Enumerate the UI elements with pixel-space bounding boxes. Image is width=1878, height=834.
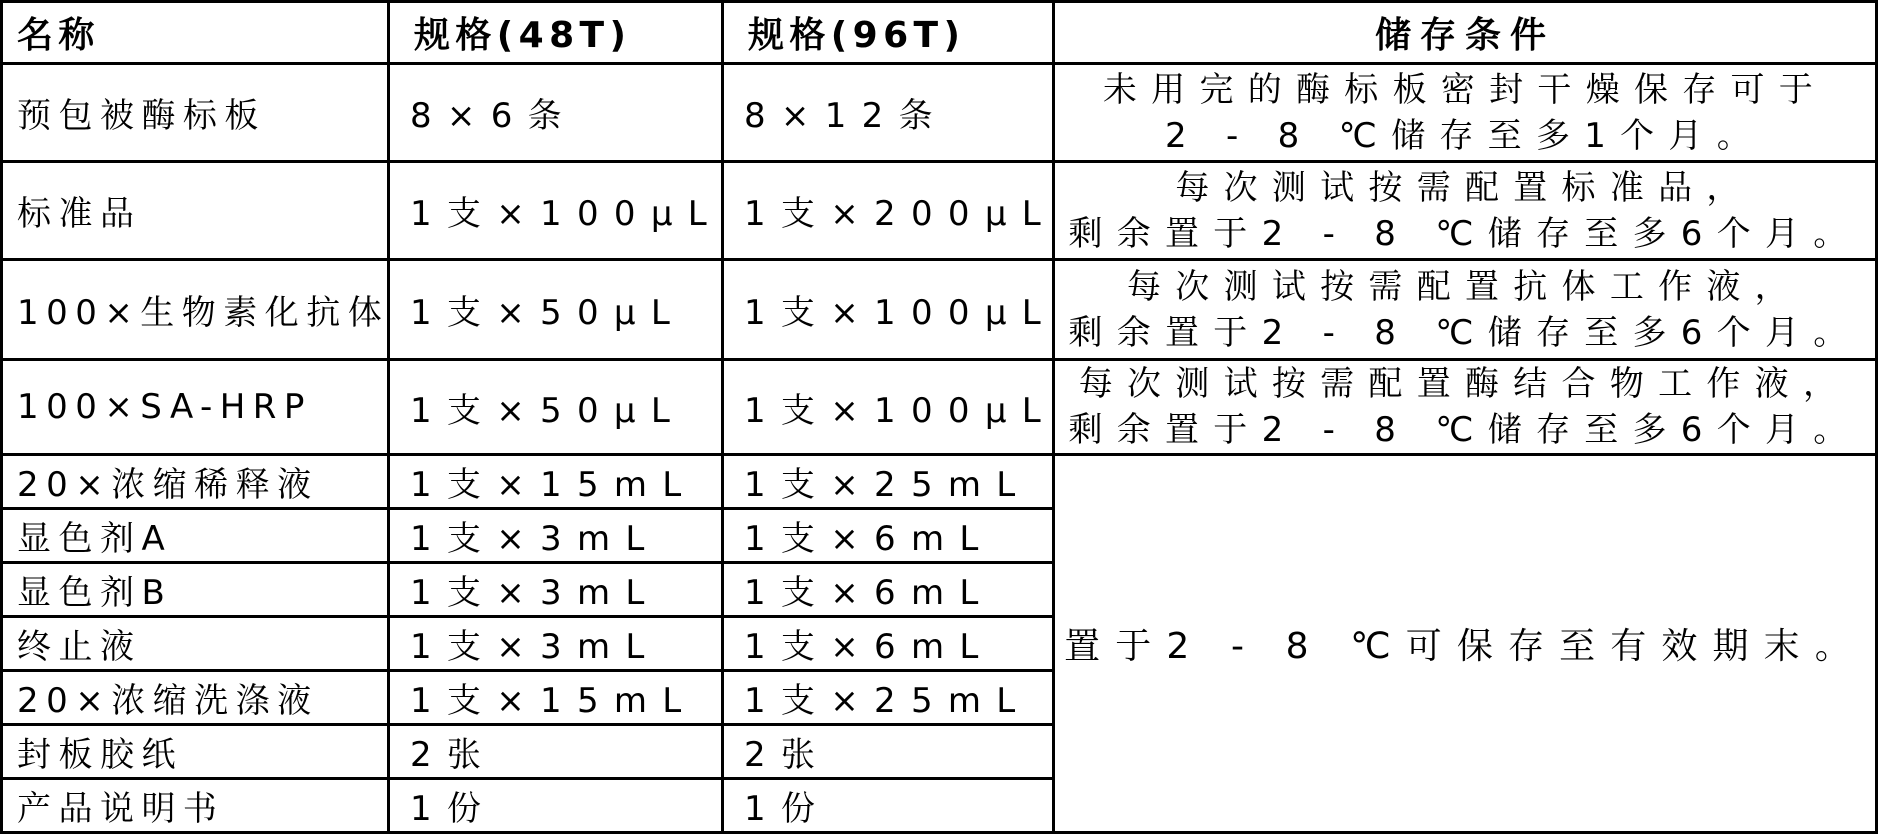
spec-96t-cell: 1支×25mL [723,455,1054,509]
header-row [2,2,1877,64]
storage-line: 剩余置于2 - 8 ℃储存至多6个月。 [1068,312,1862,353]
spec-48t-cell: 8×6条 [389,64,723,162]
spec-48t-cell: 1支×15mL [389,455,723,509]
spec-96t-cell: 8×12条 [723,64,1054,162]
component-name-cell: 终止液 [2,617,389,671]
header-name: 名称 [2,2,389,64]
header-spec-96t: 规格(96T) [723,2,1054,64]
component-name-cell: 预包被酶标板 [2,64,389,162]
spec-96t-cell: 1支×6mL [723,563,1054,617]
storage-line: 剩余置于2 - 8 ℃储存至多6个月。 [1068,410,1862,450]
spec-96t-cell: 1支×100μL [723,360,1054,455]
spec-48t-cell: 1支×3mL [389,563,723,617]
storage-line: 2 - 8 ℃储存至多1个月。 [1165,115,1765,156]
spec-48t-cell: 1支×50μL [389,360,723,455]
spec-48t-cell: 2张 [389,725,723,779]
spec-96t-cell: 1支×100μL [723,260,1054,360]
spec-48t-cell: 1支×15mL [389,671,723,725]
spec-96t-cell: 1支×25mL [723,671,1054,725]
component-name-cell: 产品说明书 [2,779,389,833]
storage-line: 剩余置于2 - 8 ℃储存至多6个月。 [1068,213,1862,254]
storage-cell [1054,64,1877,162]
table-row [2,260,1877,360]
storage-line: 每次测试按需配置抗体工作液， [1127,266,1803,307]
component-name-cell: 20×浓缩洗涤液 [2,671,389,725]
storage-line: 未用完的酶标板密封干燥保存可于 [1102,69,1828,110]
spec-48t-cell: 1支×100μL [389,162,723,260]
storage-line: 每次测试按需配置酶结合物工作液， [1078,364,1852,404]
component-name-cell: 20×浓缩稀释液 [2,455,389,509]
spec-96t-cell: 1支×200μL [723,162,1054,260]
component-name-cell: 显色剂A [2,509,389,563]
header-spec-48t: 规格(48T) [389,2,723,64]
component-name-cell: 标准品 [2,162,389,260]
component-name-cell: 显色剂B [2,563,389,617]
table-row [2,64,1877,162]
spec-48t-cell: 1支×3mL [389,617,723,671]
spec-48t-cell: 1支×50μL [389,260,723,360]
table-row [2,455,1877,509]
storage-cell [1054,360,1877,455]
component-name-cell: 封板胶纸 [2,725,389,779]
header-storage-conditions: 储存条件 [1054,2,1877,64]
spec-96t-cell: 1支×6mL [723,509,1054,563]
storage-merged-cell: 置于2 - 8 ℃可保存至有效期末。 [1054,455,1877,833]
component-name-cell: 100×生物素化抗体 [2,260,389,360]
spec-96t-cell: 1支×6mL [723,617,1054,671]
table-row [2,162,1877,260]
component-name-cell: 100×SA-HRP [2,360,389,455]
spec-96t-cell: 2张 [723,725,1054,779]
storage-cell [1054,162,1877,260]
table-row [2,360,1877,455]
storage-line: 每次测试按需配置标准品， [1175,167,1755,208]
spec-48t-cell: 1支×3mL [389,509,723,563]
spec-96t-cell: 1份 [723,779,1054,833]
spec-48t-cell: 1份 [389,779,723,833]
storage-cell [1054,260,1877,360]
